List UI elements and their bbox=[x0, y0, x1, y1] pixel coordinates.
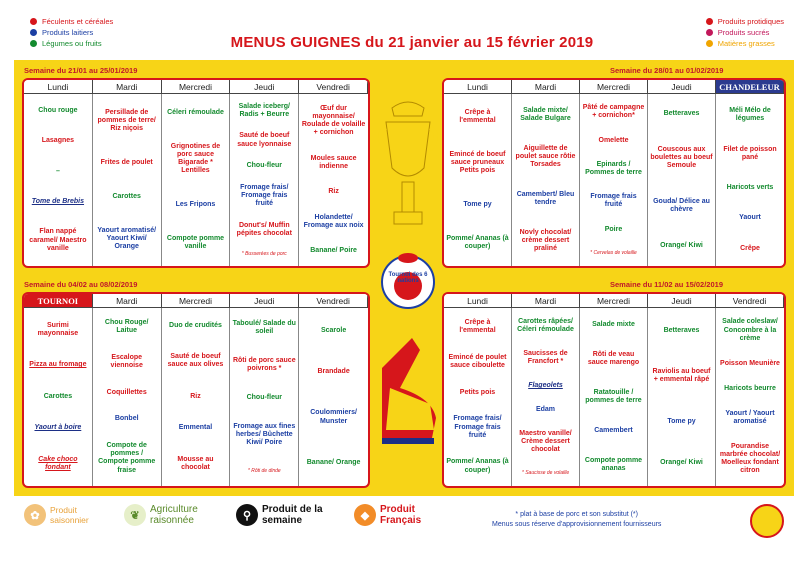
menu-item: Camembert bbox=[594, 426, 633, 434]
agriculture-legend bbox=[124, 504, 230, 526]
menu-item: Chou-fleur bbox=[246, 162, 282, 170]
france-map-icon: ◆ bbox=[354, 504, 376, 526]
day-column bbox=[24, 308, 93, 486]
center-badge-label: Tournoi des 6 nations bbox=[388, 272, 428, 284]
menu-item: – bbox=[55, 167, 60, 175]
menu-item: Crêpe à l'emmental bbox=[459, 108, 496, 124]
menu-item: Omelette bbox=[598, 136, 629, 144]
day-column bbox=[512, 308, 580, 486]
menu-item: Escalope viennoise bbox=[110, 353, 143, 370]
week-2-label: Semaine du 28/01 au 01/02/2019 bbox=[610, 66, 724, 75]
day-column bbox=[512, 94, 580, 266]
footer-note-line: * plat à base de porc et son substitut (*) bbox=[515, 511, 638, 518]
menu-item: Chou Rouge/ Laitue bbox=[104, 319, 149, 335]
menu-item: Emmental bbox=[178, 424, 213, 432]
menu-item: Filet de poisson pané bbox=[723, 145, 777, 161]
menu-item: Persillade de pommes de terre/ Riz niçois bbox=[97, 108, 156, 133]
menu-item: Maestro vanille/ Crème dessert chocolat bbox=[519, 429, 572, 454]
menu-item: Pizza au fromage bbox=[29, 361, 87, 369]
menu-item: Donut's/ Muffin pépites chocolat bbox=[236, 221, 292, 237]
produit-saisonnier-legend bbox=[24, 504, 102, 526]
day-column bbox=[648, 94, 716, 266]
day-header: Jeudi bbox=[230, 294, 299, 308]
menu-item: Méli Mélo de légumes bbox=[729, 107, 771, 123]
substitute-note: * Cervelas de volaille bbox=[590, 249, 637, 256]
menu-item: Orange/ Kiwi bbox=[660, 459, 703, 467]
header-band bbox=[14, 8, 794, 60]
legend-text: Produit Français bbox=[380, 504, 422, 526]
menu-item: Lasagnes bbox=[41, 137, 75, 145]
legend-text: Agriculture raisonnée bbox=[150, 504, 198, 526]
menu-item: Betteraves bbox=[663, 326, 700, 334]
menu-item: Céleri rémoulade bbox=[167, 108, 224, 116]
menu-item: Edam bbox=[535, 405, 556, 413]
orange-dot-icon bbox=[706, 40, 713, 47]
blue-dot-icon bbox=[30, 29, 37, 36]
magenta-dot-icon bbox=[706, 29, 713, 36]
menu-item: Coquillettes bbox=[106, 388, 147, 396]
week-2-panel bbox=[442, 78, 786, 268]
red-dot-icon bbox=[706, 18, 713, 25]
menu-item: Yaourt / Yaourt aromatisé bbox=[725, 409, 775, 425]
legend-item bbox=[706, 16, 784, 27]
menu-item: Epinards / Pommes de terre bbox=[585, 160, 642, 176]
menu-item: Frites de poulet bbox=[100, 159, 153, 166]
day-header: Jeudi bbox=[648, 80, 716, 94]
menu-item: Novly chocolat/ crème dessert praliné bbox=[519, 228, 572, 253]
day-header: Lundi bbox=[24, 80, 93, 94]
legend-label: Produits laitiers bbox=[42, 28, 94, 37]
leaf-icon: ❦ bbox=[124, 504, 146, 526]
menu-item: Compote pomme vanille bbox=[166, 234, 225, 250]
menu-item: Saucisses de Francfort * bbox=[523, 349, 568, 366]
menu-item: Rôti de veau sauce marengo bbox=[587, 350, 640, 366]
menu-item: Coulommiers/ Munster bbox=[310, 409, 357, 425]
week-3-panel bbox=[22, 292, 370, 488]
menu-item: Tome de Brebis bbox=[31, 197, 85, 205]
week-1-panel bbox=[22, 78, 370, 268]
menu-item: Fromage frais/ Fromage frais fruité bbox=[453, 415, 502, 439]
day-column bbox=[444, 308, 512, 486]
menu-item: Riz bbox=[190, 392, 201, 400]
cutlery-icon: ⚲ bbox=[236, 504, 258, 526]
day-column bbox=[716, 94, 784, 266]
menu-item: Moules sauce indienne bbox=[310, 154, 357, 170]
menu-item: Pomme/ Ananas (à couper) bbox=[446, 234, 509, 250]
week-4-label: Semaine du 11/02 au 15/02/2019 bbox=[610, 280, 723, 289]
menu-item: Yaourt aromatisé/ Yaourt Kiwi/ Orange bbox=[97, 226, 157, 250]
menu-item: Flageolets bbox=[528, 382, 563, 390]
menu-item: Fromage frais/ Fromage frais fruité bbox=[240, 183, 289, 208]
day-column bbox=[162, 308, 231, 486]
menu-item: Compote de pommes / Compote pomme fraise bbox=[98, 441, 156, 474]
day-header: Mercredi bbox=[580, 294, 648, 308]
menu-item: Betteraves bbox=[663, 109, 700, 117]
menu-item: Poire bbox=[604, 225, 623, 233]
trophy-and-boot-art bbox=[372, 88, 444, 488]
menu-item: Couscous aux boulettes au boeuf Semoule bbox=[650, 145, 713, 170]
green-dot-icon bbox=[30, 40, 37, 47]
day-column bbox=[162, 94, 231, 266]
menu-item: Emincé de boeuf sauce pruneaux Petits pois bbox=[449, 150, 506, 175]
produit-francais-legend bbox=[354, 504, 450, 526]
menu-item: Pâté de campagne + cornichon* bbox=[582, 104, 645, 120]
menu-item: Chou rouge bbox=[38, 107, 78, 115]
menu-item: Tome py bbox=[667, 417, 696, 425]
menu-item: Raviolis au boeuf + emmental râpé bbox=[652, 368, 711, 384]
menu-item: Taboulé/ Salade du soleil bbox=[232, 320, 296, 336]
menu-item: Flan nappé caramel/ Maestro vanille bbox=[29, 228, 87, 252]
day-header: Mardi bbox=[512, 294, 580, 308]
menu-item: Yaourt bbox=[739, 214, 761, 222]
day-header: Mercredi bbox=[162, 294, 231, 308]
menu-item: Surimi mayonnaise bbox=[37, 321, 79, 337]
menu-item: Yaourt à boire bbox=[34, 424, 82, 432]
menu-item: Carottes bbox=[112, 192, 141, 200]
day-header: Mardi bbox=[93, 80, 162, 94]
menu-item: Compote pomme ananas bbox=[584, 456, 643, 472]
page-title: MENUS GUIGNES du 21 janvier au 15 février 2019 bbox=[230, 34, 594, 51]
day-column bbox=[93, 308, 162, 486]
menu-item: Pomme/ Ananas (à couper) bbox=[446, 458, 509, 474]
menu-item: Sauté de boeuf sauce lyonnaise bbox=[237, 132, 292, 148]
tournoi-header: TOURNOI bbox=[24, 294, 93, 308]
day-column bbox=[230, 94, 299, 266]
menu-item: Camembert/ Bleu tendre bbox=[516, 190, 575, 206]
substitute-note: * Rôti de dinde bbox=[247, 467, 281, 474]
menu-sheet bbox=[14, 8, 794, 556]
menu-item: Emincé de poulet sauce ciboulette bbox=[448, 353, 507, 370]
menu-item: Haricots verts bbox=[726, 184, 774, 192]
day-header: Mardi bbox=[512, 80, 580, 94]
footer-note-line: Menus sous réserve d'approvisionnement fournisseurs bbox=[492, 521, 662, 528]
footer-note bbox=[492, 510, 661, 530]
menu-item: Sauté de boeuf sauce aux olives bbox=[167, 353, 224, 369]
menu-item: Pourandise marbrée chocolat/ Moelleux fondant citron bbox=[719, 442, 781, 475]
legend-item bbox=[706, 27, 784, 38]
menu-item: Banane/ Orange bbox=[306, 459, 361, 467]
menu-item: Holandette/ Fromage aux noix bbox=[303, 213, 364, 229]
week-4-panel bbox=[442, 292, 786, 488]
menu-item: Gouda/ Délice au chèvre bbox=[653, 197, 710, 214]
legend-label: Matières grasses bbox=[717, 39, 775, 48]
legend-item bbox=[30, 27, 113, 38]
day-header: Jeudi bbox=[230, 80, 299, 94]
menu-item: Salade iceberg/ Radis + Beurre bbox=[238, 102, 290, 118]
menu-item: Brandade bbox=[317, 368, 350, 376]
chandeleur-header: CHANDELEUR bbox=[716, 80, 784, 94]
week-3-label: Semaine du 04/02 au 08/02/2019 bbox=[24, 280, 138, 289]
day-header: Lundi bbox=[444, 80, 512, 94]
menu-item: Aiguillette de poulet sauce rôtie Torsades bbox=[515, 144, 576, 169]
menu-item: Riz bbox=[328, 188, 339, 196]
red-dot-icon bbox=[30, 18, 37, 25]
menu-item: Salade mixte/ Salade Bulgare bbox=[520, 106, 571, 122]
day-column bbox=[299, 94, 368, 266]
menu-item: Fromage frais fruité bbox=[590, 193, 637, 209]
day-header: Mercredi bbox=[162, 80, 231, 94]
menu-item: Chou-fleur bbox=[246, 393, 282, 401]
day-header: Mercredi bbox=[580, 80, 648, 94]
menu-item: Haricots beurre bbox=[724, 384, 776, 392]
menu-item: Scarole bbox=[320, 326, 347, 334]
menu-item: Rôti de porc sauce poivrons * bbox=[232, 357, 296, 373]
week-1-label: Semaine du 21/01 au 25/01/2019 bbox=[24, 66, 138, 75]
menu-item: Tome py bbox=[463, 201, 492, 208]
substitute-note: * Saucisse de volaille bbox=[521, 470, 570, 477]
menu-item: Ratatouille / pommes de terre bbox=[585, 388, 642, 404]
menu-item: Fromage aux fines herbes/ Bûchette Kiwi/ Poire bbox=[233, 422, 296, 447]
day-column bbox=[580, 308, 648, 486]
menu-item: Bonbel bbox=[114, 415, 139, 423]
legend-label: Légumes ou fruits bbox=[42, 39, 102, 48]
menu-item: Duo de crudités bbox=[169, 321, 222, 329]
menu-item: Carottes râpées/ Céleri rémoulade bbox=[517, 317, 574, 334]
day-column bbox=[299, 308, 368, 486]
menu-item: Banane/ Poire bbox=[310, 247, 357, 255]
day-header: Lundi bbox=[444, 294, 512, 308]
menu-item: Grignotines de porc sauce Bigarade * Lentilles bbox=[170, 142, 221, 175]
day-header: Vendredi bbox=[716, 294, 784, 308]
menu-item: Poisson Meunière bbox=[720, 359, 780, 367]
legend-left bbox=[30, 16, 113, 49]
menu-item: Carottes bbox=[43, 392, 73, 400]
legend-text: Produit de la semaine bbox=[262, 504, 323, 526]
legend-item bbox=[706, 38, 784, 49]
menu-item: Crêpe à l'emmental bbox=[459, 319, 496, 335]
legend-text: Produit saisonnier bbox=[50, 505, 89, 525]
rugby-boot-icon bbox=[382, 338, 436, 444]
day-column bbox=[93, 94, 162, 266]
menu-item: Cake choco fondant bbox=[38, 455, 78, 472]
menu-item: Salade coleslaw/ Concombre à la crème bbox=[722, 318, 778, 342]
footer-legend bbox=[14, 494, 794, 556]
day-column bbox=[716, 308, 784, 486]
menu-item: Salade mixte bbox=[592, 320, 635, 328]
day-column bbox=[648, 308, 716, 486]
day-header: Vendredi bbox=[299, 294, 368, 308]
day-column bbox=[444, 94, 512, 266]
menu-item: Mousse au chocolat bbox=[177, 455, 214, 472]
substitute-note: * Busserées de porc bbox=[241, 251, 287, 258]
menu-item: Les Fripons bbox=[175, 201, 216, 208]
legend-item bbox=[30, 16, 113, 27]
legend-label: Produits protidiques bbox=[717, 17, 784, 26]
produit-semaine-legend bbox=[236, 504, 340, 526]
day-column bbox=[230, 308, 299, 486]
legend-right bbox=[706, 16, 784, 49]
day-column bbox=[24, 94, 93, 266]
kids-logo-icon bbox=[750, 504, 784, 538]
legend-label: Produits sucrés bbox=[717, 28, 770, 37]
legend-item bbox=[30, 38, 113, 49]
trophy-icon bbox=[380, 102, 436, 224]
menu-item: Crêpe bbox=[740, 244, 760, 252]
day-header: Vendredi bbox=[299, 80, 368, 94]
menu-item: Petits pois bbox=[459, 388, 496, 396]
legend-label: Féculents et céréales bbox=[42, 17, 114, 26]
day-header: Mardi bbox=[93, 294, 162, 308]
menu-item: Orange/ Kiwi bbox=[660, 241, 703, 249]
seasonal-product-icon: ✿ bbox=[24, 504, 46, 526]
menu-item: Œuf dur mayonnaise/ Roulade de volaille + cornichon bbox=[301, 104, 366, 137]
day-column bbox=[580, 94, 648, 266]
day-header: Jeudi bbox=[648, 294, 716, 308]
